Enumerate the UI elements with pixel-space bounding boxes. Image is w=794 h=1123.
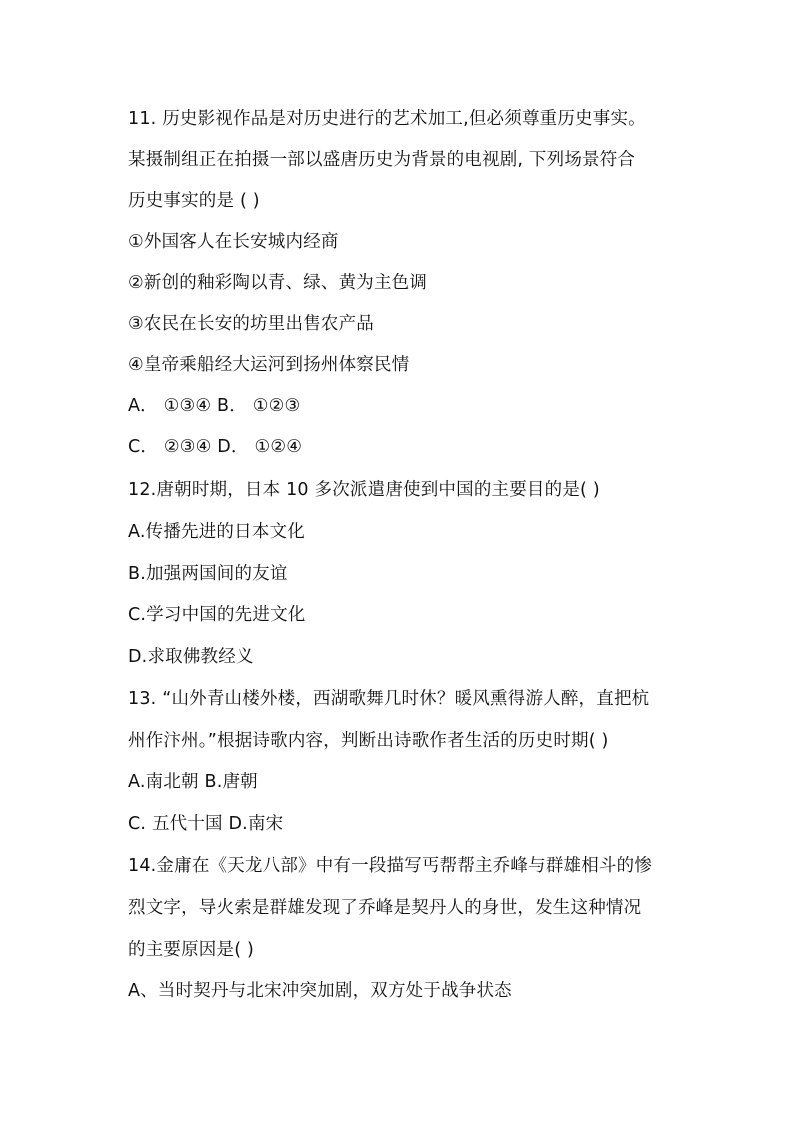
question-13-options-ab: A.南北朝 B.唐朝 [128,772,258,792]
question-14-stem-line-2: 烈文字，导火索是群雄发现了乔峰是契丹人的身世，发生这种情况 [128,898,642,918]
question-11-item-4: ④皇帝乘船经大运河到扬州体察民情 [128,355,410,375]
question-13-stem-line-2: 州作汴州。”根据诗歌内容，判断出诗歌作者生活的历史时期( ) [128,731,609,751]
question-12-stem: 12.唐朝时期，日本 10 多次派遣唐使到中国的主要目的是( ) [128,480,600,500]
question-11-stem-line-3: 历史事实的是 ( ) [128,191,260,211]
question-13-stem-line-1: 13. “山外青山楼外楼，西湖歌舞几时休？暖风熏得游人醉，直把杭 [128,689,650,709]
question-11-options-cd: C． ②③④ D． ①②④ [128,437,303,457]
question-11-options-ab: A． ①③④ B． ①②③ [128,396,301,416]
question-12-option-b: B.加强两国间的友谊 [128,564,288,584]
question-12-option-a: A.传播先进的日本文化 [128,522,305,542]
question-11-item-3: ③农民在长安的坊里出售农产品 [128,314,374,334]
question-12-option-d: D.求取佛教经义 [128,647,254,667]
question-11-stem-line-1: 11. 历史影视作品是对历史进行的艺术加工,但必须尊重历史事实。 [128,109,646,129]
question-11-item-2: ②新创的釉彩陶以青、绿、黄为主色调 [128,273,428,293]
question-12-option-c: C.学习中国的先进文化 [128,605,306,625]
question-14-stem-line-3: 的主要原因是( ) [128,940,255,960]
question-13-options-cd: C. 五代十国 D.南宋 [128,814,284,834]
question-11-stem-line-2: 某摄制组正在拍摄一部以盛唐历史为背景的电视剧, 下列场景符合 [128,150,636,170]
question-14-option-a: A、当时契丹与北宋冲突加剧，双方处于战争状态 [128,981,512,1001]
question-11-item-1: ①外国客人在长安城内经商 [128,232,339,252]
question-14-stem-line-1: 14.金庸在《天龙八部》中有一段描写丐帮帮主乔峰与群雄相斗的惨 [128,856,653,876]
